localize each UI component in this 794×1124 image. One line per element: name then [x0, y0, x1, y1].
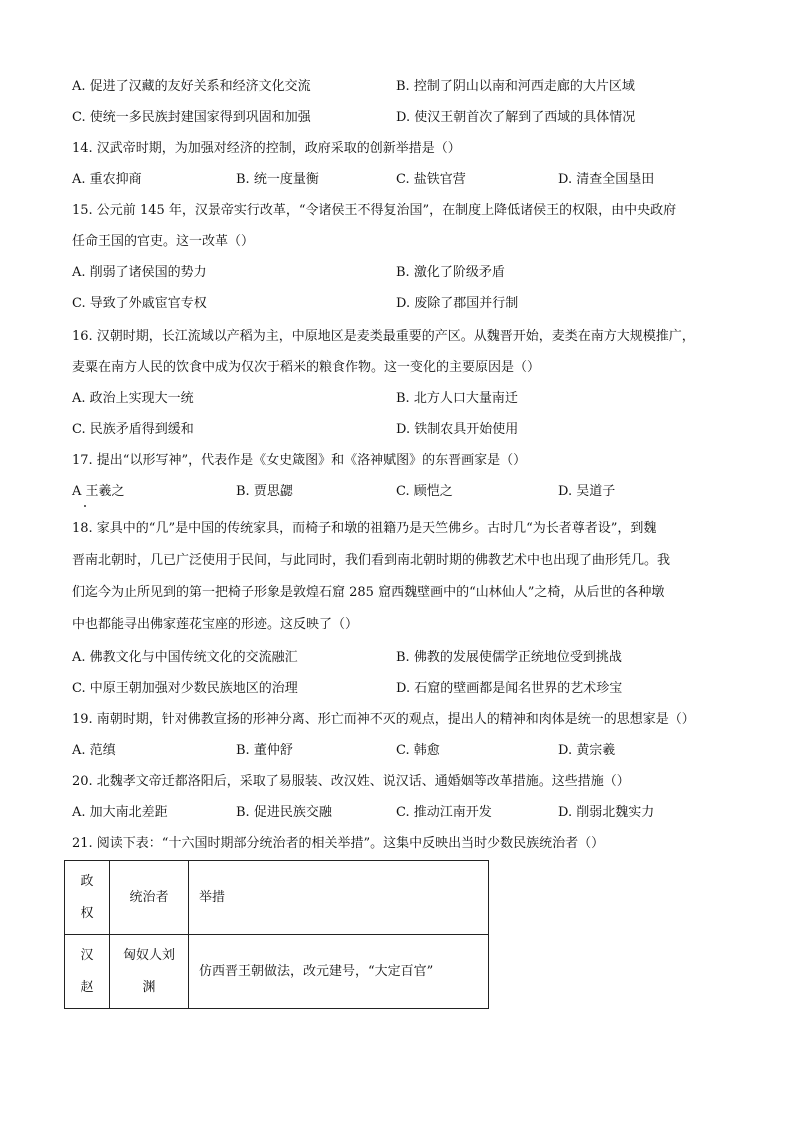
- q18-stem-line-4: 中也都能寻出佛家莲花宝座的形迹。这反映了（）: [72, 617, 359, 632]
- q17-stem: 17. 提出“以形写神”，代表作是《女史箴图》和《洛神赋图》的东晋画家是（）: [72, 453, 527, 468]
- q18-stem-line-3: 们迄今为止所见到的第一把椅子形象是敦煌石窟 285 窟西魏壁画中的“山林仙人”之椅，从后世的各种墩: [72, 585, 665, 600]
- q13-options-row-1: [0, 80, 794, 100]
- q15-stem-line-2: 任命王国的官吏。这一改革（）: [72, 234, 255, 249]
- cell-ruler: [110, 935, 189, 1009]
- q16-options-row-2: [0, 423, 794, 443]
- header-regime-char-2: 权: [80, 905, 94, 921]
- cell-regime: [65, 935, 110, 1009]
- q18-option-a[interactable]: A. 佛教文化与中国传统文化的交流融汇: [72, 650, 298, 665]
- q14-options-row: [0, 173, 794, 193]
- q15-options-row-2: [0, 297, 794, 317]
- q17-option-d[interactable]: D. 吴道子: [558, 484, 616, 499]
- q15-option-b[interactable]: B. 激化了阶级矛盾: [396, 265, 505, 280]
- header-regime-char-1: 政: [80, 873, 94, 889]
- q13-option-a[interactable]: A. 促进了汉藏的友好关系和经济文化交流: [72, 79, 311, 94]
- q20-option-c[interactable]: C. 推动江南开发: [396, 805, 492, 820]
- q19-option-d[interactable]: D. 黄宗羲: [558, 743, 616, 758]
- q20-option-b[interactable]: B. 促进民族交融: [236, 805, 332, 820]
- q17-option-a[interactable]: A 王羲之: [72, 484, 125, 499]
- q20-options-row: [0, 806, 794, 826]
- q15-option-d[interactable]: D. 废除了郡国并行制: [396, 296, 519, 311]
- q18-stem-line-1: 18. 家具中的“几”是中国的传统家具，而椅子和墩的祖籍乃是天竺佛乡。古时几“为长者尊者设”，到魏: [72, 521, 657, 536]
- stray-dot: [84, 505, 86, 507]
- q13-option-b[interactable]: B. 控制了阴山以南和河西走廊的大片区域: [396, 79, 635, 94]
- q16-option-b[interactable]: B. 北方人口大量南迁: [396, 391, 518, 406]
- q13-option-d[interactable]: D. 使汉王朝首次了解到了西域的具体情况: [396, 110, 636, 125]
- q17-option-c[interactable]: C. 顾恺之: [396, 484, 453, 499]
- cell-regime-char-2: 赵: [80, 979, 94, 995]
- header-ruler: 统治者: [110, 861, 189, 935]
- q16-options-row-1: [0, 392, 794, 412]
- q21-table: [64, 860, 489, 1009]
- q19-option-b[interactable]: B. 董仲舒: [236, 743, 293, 758]
- q19-option-c[interactable]: C. 韩愈: [396, 743, 440, 758]
- q18-option-d[interactable]: D. 石窟的壁画都是闻名世界的艺术珍宝: [396, 681, 623, 696]
- header-measure: 举措: [189, 861, 489, 935]
- q17-options-row: [0, 485, 794, 505]
- q14-option-b[interactable]: B. 统一度量衡: [236, 172, 319, 187]
- q19-stem: 19. 南朝时期，针对佛教宣扬的形神分离、形亡而神不灭的观点，提出人的精神和肉体是统一的思想家是（）: [72, 712, 695, 727]
- q13-option-c[interactable]: C. 使统一多民族封建国家得到巩固和加强: [72, 110, 311, 125]
- q20-option-a[interactable]: A. 加大南北差距: [72, 805, 168, 820]
- q16-option-a[interactable]: A. 政治上实现大一统: [72, 391, 194, 406]
- q17-option-b[interactable]: B. 贾思勰: [236, 484, 293, 499]
- cell-ruler-line-2: 渊: [142, 979, 156, 995]
- q15-options-row-1: [0, 266, 794, 286]
- q18-options-row-2: [0, 682, 794, 702]
- header-regime: [65, 861, 110, 935]
- table-row: [65, 935, 489, 1009]
- table-header-row: [65, 861, 489, 935]
- cell-measure: 仿西晋王朝做法，改元建号，“大定百官”: [189, 935, 489, 1009]
- q16-option-d[interactable]: D. 铁制农具开始使用: [396, 422, 519, 437]
- q16-option-c[interactable]: C. 民族矛盾得到缓和: [72, 422, 194, 437]
- q15-option-a[interactable]: A. 削弱了诸侯国的势力: [72, 265, 207, 280]
- q14-option-d[interactable]: D. 清查全国垦田: [558, 172, 655, 187]
- q18-stem-line-2: 晋南北朝时，几已广泛使用于民间，与此同时，我们看到南北朝时期的佛教艺术中也出现了曲形凭几。我: [72, 553, 671, 568]
- q13-options-row-2: [0, 111, 794, 131]
- q15-stem-line-1: 15. 公元前 145 年，汉景帝实行改革，“令诸侯王不得复治国”，在制度上降低诸侯王的权限，由中央政府: [72, 203, 677, 218]
- q14-option-a[interactable]: A. 重农抑商: [72, 172, 142, 187]
- q18-option-c[interactable]: C. 中原王朝加强对少数民族地区的治理: [72, 681, 298, 696]
- q18-options-row-1: [0, 651, 794, 671]
- q14-stem: 14. 汉武帝时期，为加强对经济的控制，政府采取的创新举措是（）: [72, 141, 461, 156]
- q16-stem-line-2: 麦粟在南方人民的饮食中成为仅次于稻米的粮食作物。这一变化的主要原因是（）: [72, 360, 541, 375]
- q16-stem-line-1: 16. 汉朝时期，长江流域以产稻为主，中原地区是麦类最重要的产区。从魏晋开始，麦类在南方大规模推广，: [72, 329, 695, 344]
- q14-option-c[interactable]: C. 盐铁官营: [396, 172, 466, 187]
- q19-options-row: [0, 744, 794, 764]
- q20-option-d[interactable]: D. 削弱北魏实力: [558, 805, 655, 820]
- q19-option-a[interactable]: A. 范缜: [72, 743, 116, 758]
- q20-stem: 20. 北魏孝文帝迁都洛阳后，采取了易服装、改汉姓、说汉话、通婚姻等改革措施。这些措施（）: [72, 774, 630, 789]
- q18-option-b[interactable]: B. 佛教的发展使儒学正统地位受到挑战: [396, 650, 622, 665]
- cell-regime-char-1: 汉: [80, 947, 94, 963]
- cell-ruler-line-1: 匈奴人刘: [122, 947, 175, 963]
- q15-option-c[interactable]: C. 导致了外戚宦官专权: [72, 296, 207, 311]
- q21-stem: 21. 阅读下表：“十六国时期部分统治者的相关举措”。这集中反映出当时少数民族统治者（）: [72, 836, 605, 851]
